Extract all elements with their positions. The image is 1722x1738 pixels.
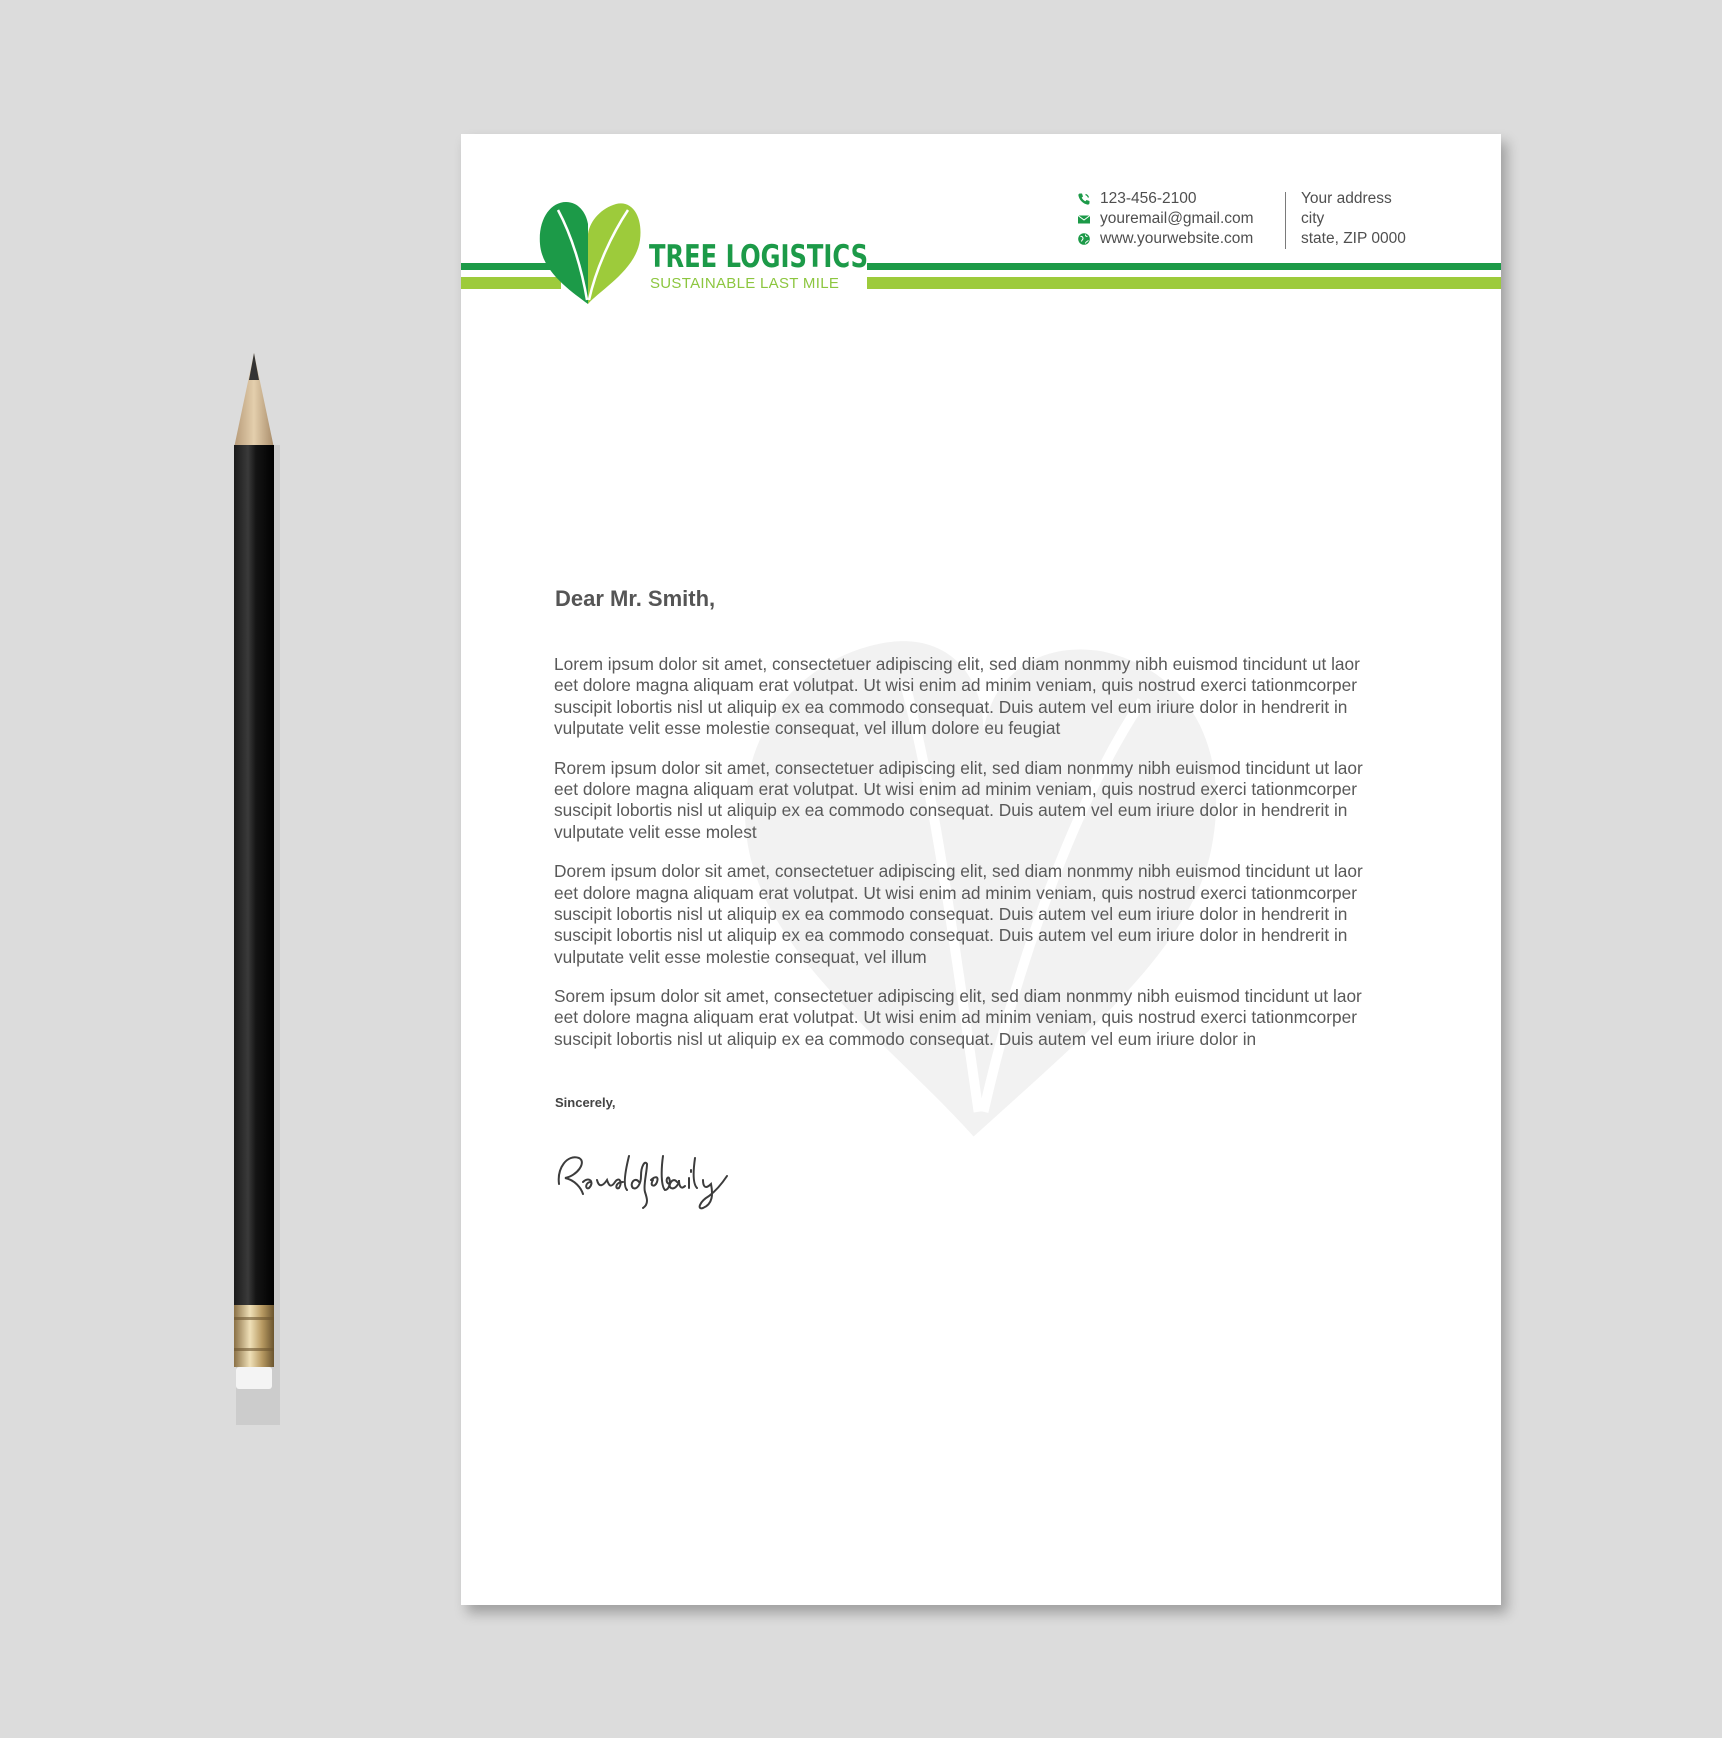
globe-icon [1077, 232, 1091, 246]
letter-paragraph-1 [554, 654, 1414, 740]
paragraph-line: eet dolore magna aliquam erat volutpat. Ut wisi enim ad minim veniam, quis nostrud exerci tationmcorper [554, 778, 1357, 799]
paragraph-line: Rorem ipsum dolor sit amet, consectetuer adipiscing elit, sed diam nonmmy nibh euismod tincidunt ut laor [554, 757, 1363, 778]
address-line-3: state, ZIP 0000 [1301, 230, 1406, 247]
letter-paragraph-3 [554, 861, 1414, 968]
paragraph-line: vulputate velit esse molestie consequat, vel illum [554, 946, 927, 967]
paragraph-line: suscipit lobortis nisl ut aliquip ex ea commodo consequat. Duis autem vel eum iriure dolor in hendrerit in [554, 696, 1348, 717]
envelope-icon [1077, 212, 1091, 226]
paragraph-line: eet dolore magna aliquam erat volutpat. Ut wisi enim ad minim veniam, quis nostrud exerci tationmcorper [554, 1007, 1357, 1028]
contact-website-row [1077, 229, 1277, 249]
letter-paragraph-4 [554, 986, 1414, 1050]
paragraph-line: eet dolore magna aliquam erat volutpat. Ut wisi enim ad minim veniam, quis nostrud exerci tationmcorper [554, 675, 1357, 696]
address-block [1301, 189, 1481, 249]
contact-phone-row [1077, 189, 1277, 209]
letter-body [554, 654, 1414, 1068]
contact-email-row [1077, 209, 1277, 229]
letterhead-sheet [461, 134, 1501, 1605]
address-line-1: Your address [1301, 190, 1392, 207]
handwritten-signature [553, 1146, 733, 1212]
paragraph-line: suscipit lobortis nisl ut aliquip ex ea commodo consequat. Duis autem vel eum iriure dolor in [554, 1028, 1257, 1049]
letter-closing: Sincerely, [555, 1095, 616, 1110]
contact-block [1077, 189, 1277, 249]
paragraph-line: suscipit lobortis nisl ut aliquip ex ea commodo consequat. Duis autem vel eum iriure dolor in hendrerit in [554, 925, 1348, 946]
paragraph-line: vulputate velit esse molest [554, 821, 757, 842]
company-tagline: SUSTAINABLE LAST MILE [650, 275, 840, 292]
phone-number: 123-456-2100 [1100, 190, 1197, 207]
paragraph-line: Sorem ipsum dolor sit amet, consectetuer adipiscing elit, sed diam nonmmy nibh euismod tincidunt ut laor [554, 986, 1362, 1007]
letter-paragraph-2 [554, 758, 1414, 844]
address-line-2: city [1301, 210, 1325, 227]
paragraph-line: eet dolore magna aliquam erat volutpat. Ut wisi enim ad minim veniam, quis nostrud exerci tationmcorper [554, 882, 1357, 903]
company-name: TREE LOGISTICS [649, 239, 869, 275]
phone-icon [1077, 192, 1091, 206]
contact-divider [1285, 192, 1286, 249]
email-address: youremail@gmail.com [1100, 210, 1254, 227]
letter-salutation: Dear Mr. Smith, [555, 586, 716, 611]
paragraph-line: suscipit lobortis nisl ut aliquip ex ea commodo consequat. Duis autem vel eum iriure dolor in hendrerit in [554, 903, 1348, 924]
paragraph-line: Lorem ipsum dolor sit amet, consectetuer adipiscing elit, sed diam nonmmy nibh euismod tincidunt ut laor [554, 654, 1360, 674]
website-url: www.yourwebsite.com [1100, 230, 1254, 247]
paragraph-line: suscipit lobortis nisl ut aliquip ex ea commodo consequat. Duis autem vel eum iriure dolor in hendrerit in [554, 800, 1348, 821]
paragraph-line: vulputate velit esse molestie consequat, vel illum dolore eu feugiat [554, 718, 1061, 739]
pencil-illustration [230, 345, 284, 1425]
heart-leaf-logo [536, 200, 646, 304]
paragraph-line: Dorem ipsum dolor sit amet, consectetuer adipiscing elit, sed diam nonmmy nibh euismod tincidunt ut laor [554, 861, 1363, 882]
